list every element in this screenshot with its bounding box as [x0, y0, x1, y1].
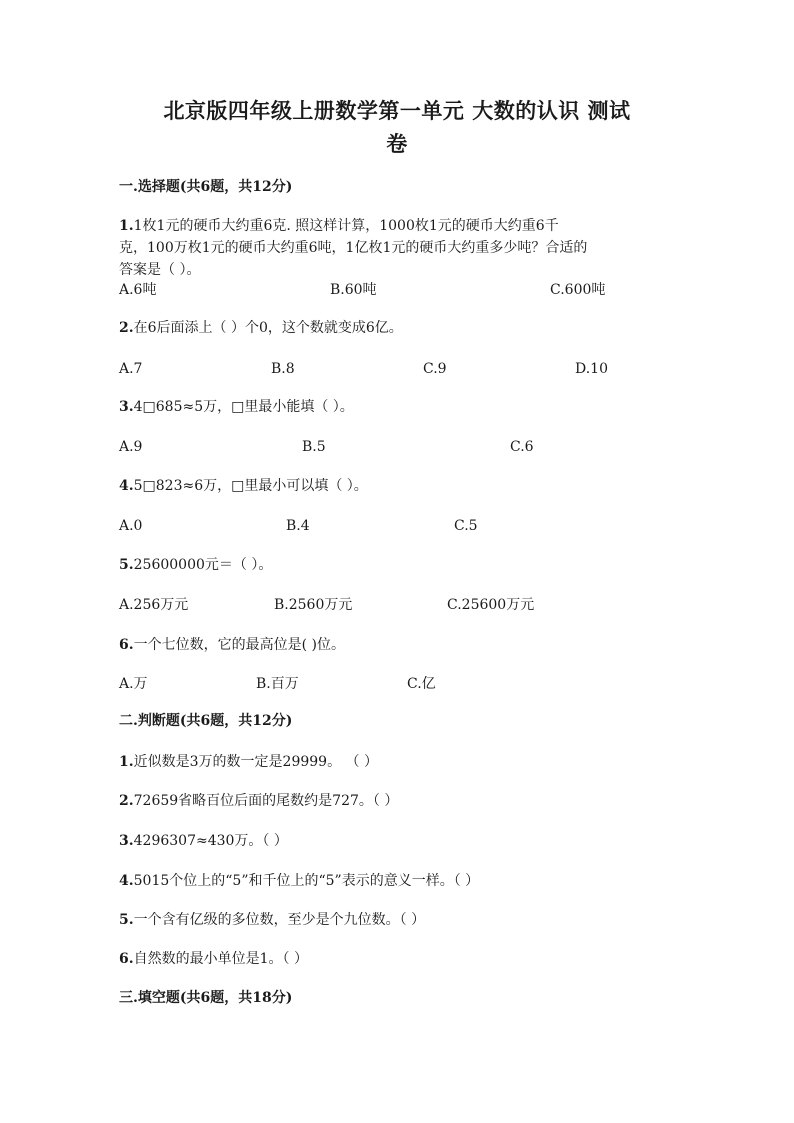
option-a[interactable]: A.0: [119, 518, 143, 534]
page-title-line-1: 北京版四年级上册数学第一单元 大数的认识 测试: [163, 98, 631, 123]
question-number: 4.: [119, 478, 134, 494]
choice-question-1: [119, 215, 679, 281]
question-number: 1.: [119, 218, 134, 234]
choice-question-5: [119, 554, 679, 576]
option-b[interactable]: B.8: [271, 361, 295, 377]
option-c[interactable]: C.亿: [407, 676, 436, 692]
option-c[interactable]: C.6: [510, 439, 534, 455]
choice-options-1: [119, 280, 679, 300]
question-text-line: 在6后面添上（ ）个0，这个数就变成6亿。: [133, 320, 403, 336]
judgement-question-4: [119, 870, 679, 892]
option-d[interactable]: D.10: [575, 361, 608, 377]
judgement-question-3: [119, 830, 679, 852]
option-b[interactable]: B.4: [286, 518, 310, 534]
judgement-question-5: [119, 909, 679, 931]
section-heading-fill-in: 三.填空题(共6题，共18分): [119, 990, 293, 1006]
question-number: 6.: [119, 951, 134, 967]
option-c[interactable]: C.9: [423, 361, 447, 377]
question-text-line: 1枚1元的硬币大约重6克. 照这样计算，1000枚1元的硬币大约重6千: [133, 218, 559, 234]
question-number: 3.: [119, 833, 134, 849]
option-c[interactable]: C.600吨: [550, 282, 606, 298]
option-b[interactable]: B.2560万元: [274, 597, 353, 613]
question-text-line: 4□685≈5万，□里最小能填（ ）。: [133, 399, 354, 415]
choice-options-5: [119, 595, 679, 615]
question-text-line: 25600000元＝（ ）。: [133, 557, 273, 573]
question-number: 3.: [119, 399, 134, 415]
option-b[interactable]: B.60吨: [330, 282, 377, 298]
option-a[interactable]: A.7: [119, 361, 143, 377]
section-heading-judgement: 二.判断题(共6题，共12分): [119, 713, 293, 729]
question-text: 5015个位上的“5”和千位上的“5”表示的意义一样。（ ）: [133, 873, 480, 889]
choice-options-3: [119, 437, 679, 457]
option-a[interactable]: A.6吨: [119, 282, 157, 298]
question-number: 6.: [119, 637, 134, 653]
option-b[interactable]: B.百万: [256, 676, 299, 692]
choice-question-3: [119, 396, 679, 418]
question-number: 5.: [119, 912, 134, 928]
option-a[interactable]: A.万: [119, 676, 148, 692]
choice-question-6: [119, 634, 679, 656]
choice-options-2: [119, 359, 679, 379]
question-number: 4.: [119, 873, 134, 889]
choice-question-4: [119, 475, 679, 497]
judgement-question-6: [119, 948, 679, 970]
option-a[interactable]: A.256万元: [119, 597, 189, 613]
option-c[interactable]: C.5: [454, 518, 478, 534]
judgement-question-1: [119, 751, 679, 773]
question-text-line: 一个七位数，它的最高位是( )位。: [133, 637, 345, 653]
question-text: 近似数是3万的数一定是29999。 （ ）: [133, 754, 378, 770]
question-number: 1.: [119, 754, 134, 770]
question-text: 一个含有亿级的多位数，至少是个九位数。（ ）: [133, 912, 426, 928]
page-title-line-2: 卷: [386, 131, 408, 156]
question-text: 自然数的最小单位是1。（ ）: [133, 951, 308, 967]
question-text-line: 答案是（ ）。: [119, 262, 201, 278]
question-text-line: 5□823≈6万，□里最小可以填（ ）。: [133, 478, 368, 494]
option-b[interactable]: B.5: [302, 439, 326, 455]
judgement-question-2: [119, 790, 679, 812]
option-a[interactable]: A.9: [119, 439, 143, 455]
question-text-line: 克，100万枚1元的硬币大约重6吨，1亿枚1元的硬币大约重多少吨？合适的: [119, 240, 588, 256]
question-text: 4296307≈430万。（ ）: [133, 833, 288, 849]
question-text: 72659省略百位后面的尾数约是727。（ ）: [133, 793, 399, 809]
choice-question-2: [119, 317, 679, 339]
section-heading-choice: 一.选择题(共6题，共12分): [119, 179, 293, 195]
question-number: 2.: [119, 793, 134, 809]
question-number: 5.: [119, 557, 134, 573]
option-c[interactable]: C.25600万元: [447, 597, 535, 613]
choice-options-6: [119, 674, 679, 694]
choice-options-4: [119, 516, 679, 536]
question-number: 2.: [119, 320, 134, 336]
